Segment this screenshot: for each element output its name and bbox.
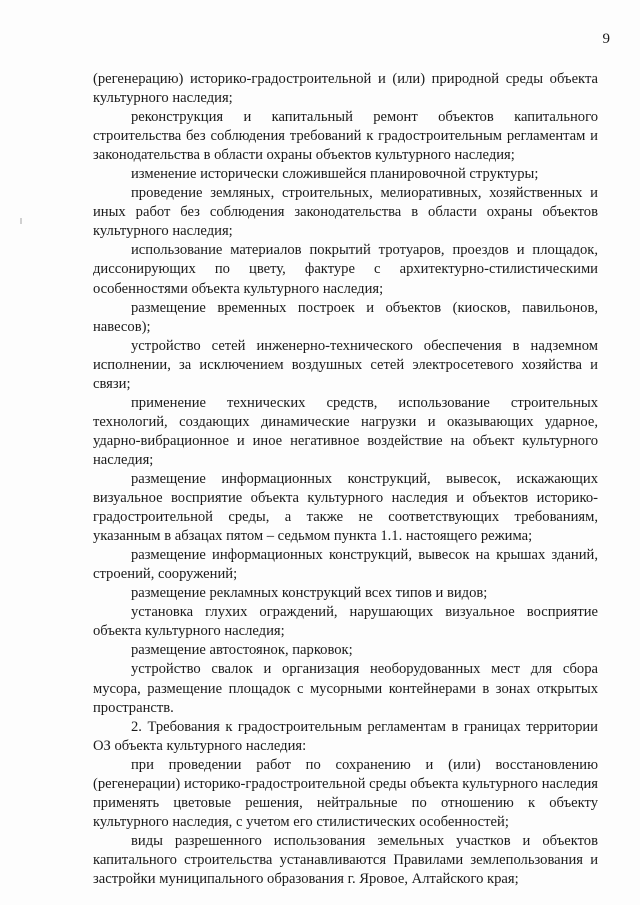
paragraph-section-2-heading: 2. Требования к градостроительным регламентам в границах территории ОЗ объекта культурного наследия:: [93, 718, 598, 754]
paragraph-engineering-networks: устройство сетей инженерно-технического обеспечения в надземном исполнении, за исключением воздушных сетей электросетевого хозяйства и связи;: [93, 337, 598, 392]
paragraph-blind-fences: установка глухих ограждений, нарушающих визуальное восприятие объекта культурного наследия;: [93, 604, 598, 640]
paragraph-waste: устройство свалок и организация необорудованных мест для сбора мусора, размещение площадок с мусорными контейнерами в зонах открытых пространств.: [93, 661, 598, 716]
paragraph-parking: размещение автостоянок, парковок;: [131, 642, 353, 659]
paragraph-technical-means: применение технических средств, использование строительных технологий, создающих динамические нагрузки и оказывающих ударное, ударно-вибрационное и иное негативное воздействие на объект культурного наследия;: [93, 394, 598, 468]
paragraph-surface-materials: использование материалов покрытий тротуаров, проездов и площадок, диссонирующих по цвету, фактуре с архитектурно-стилистическими особенностями объекта культурного наследия;: [93, 242, 598, 297]
paragraph-color-solutions: при проведении работ по сохранению и (или) восстановлению (регенерации) историко-градостроительной среды объекта культурного наследия применять цветовые решения, нейтральные по отношению к объекту культурного наследия, с учетом его стилистических особенностей;: [93, 756, 598, 830]
scan-edge-mark: [20, 218, 22, 224]
paragraph-roof-signs: размещение информационных конструкций, вывесок на крышах зданий, строений, сооружений;: [93, 547, 598, 583]
paragraph-temporary-structures: размещение временных построек и объектов (киосков, павильонов, навесов);: [93, 299, 598, 335]
paragraph-reconstruction: реконструкция и капитальный ремонт объектов капитального строительства без соблюдения требований к градостроительным регламентам и законодательства в области охраны объектов культурного наследия;: [93, 109, 598, 164]
paragraph-regeneration-continuation: (регенерацию) историко-градостроительной и (или) природной среды объекта культурного наследия;: [93, 71, 598, 107]
page-number: 9: [602, 31, 610, 47]
paragraph-information-structures: размещение информационных конструкций, вывесок, искажающих визуальное восприятие объекта культурного наследия и объектов историко-градостроительной среды, а также не соответствующих требованиям, указанным в абзацах пятом – седьмом пункта 1.1. настоящего режима;: [93, 470, 598, 545]
document-body: [93, 70, 598, 889]
paragraph-planning-structure: изменение исторически сложившейся планировочной структуры;: [131, 166, 539, 183]
paragraph-earthworks: проведение земляных, строительных, мелиоративных, хозяйственных и иных работ без соблюдения законодательства в области охраны объектов культурного наследия;: [93, 185, 598, 240]
paragraph-advertising: размещение рекламных конструкций всех типов и видов;: [131, 585, 488, 602]
paragraph-land-use: виды разрешенного использования земельных участков и объектов капитального строительства устанавливаются Правилами землепользования и застройки муниципального образования г. Яровое, Алтайского края;: [93, 832, 598, 887]
